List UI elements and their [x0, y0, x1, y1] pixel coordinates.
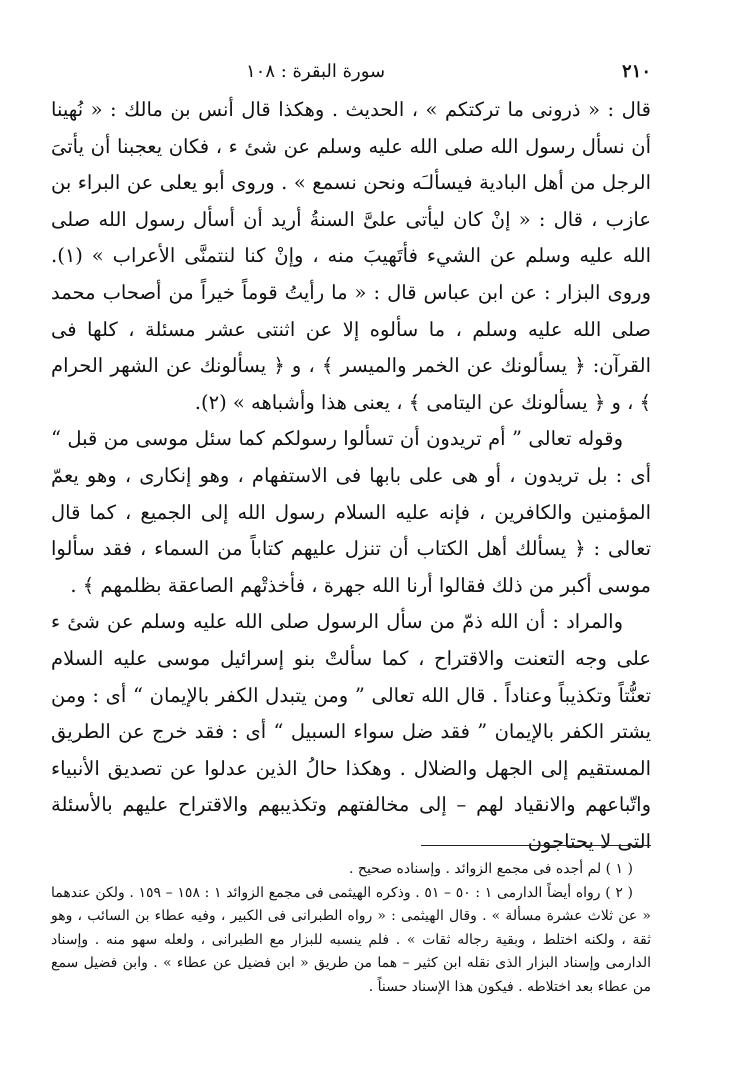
footnote: ( ١ ) لم أجده فى مجمع الزوائد . وإسناده صحيح . — [349, 861, 633, 877]
footnotes — [51, 858, 651, 999]
footnote-divider — [421, 845, 651, 846]
paragraph: والمراد : أن الله ذمّ من سأل الرسول صلى الله عليه وسلم عن شئ ء على وجه التعنت والاقتراح ، كما سألتْ بنو إسرائيل موسى عليه السلام تعنُّتاً وتكذيباً وعناداً . قال الله تعالى ” ومن يتبدل الكفر بالإيمان “ أى : ومن يشتر الكفر بالإيمان ” فقد ضل سواء السبيل “ أى : فقد خرج عن الطريق المستقيم إلى الجهل والضلال . وهكذا حالُ الذين عدلوا عن تصديق الأنبياء واتّباعهم والانقياد لهم – إلى مخالفتهم وتكذيبهم والاقتراح عليهم بالأسئلة التى لا يحتاجون — [51, 610, 651, 853]
main-text — [51, 92, 651, 860]
footnote: ( ٢ ) رواه أيضاً الدارمى ١ : ٥٠ – ٥١ . وذكره الهيثمى فى مجمع الزوائد ١ : ١٥٨ – ١٥٩ . ولكن عندهما « عن ثلاث عشرة مسألة » . وقال الهيثمى : « رواه الطبرانى فى الكبير ، وفيه عطاء بن السائب ، وهو ثقة ، ولكنه اختلط ، وبقية رجاله ثقات » . فلم ينسبه للبزار مع الطبرانى ، ولعله سهو منه . وإسناد الدارمى وإسناد البزار الذى نقله ابن كثير – هما من طريق « ابن فضيل عن عطاء » . وابن فضيل سمع من عطاء بعد اختلاطه . فيكون هذا الإسناد حسناً . — [51, 884, 651, 995]
paragraph: قال : « ذرونى ما تركتكم » ، الحديث . وهكذا قال أنس بن مالك : « نُهينا أن نسأل رسول الله صلى الله عليه وسلم عن شئ ء ، فكان يعجبنا أن يأتىَ الرجل من أهل البادية فيسألـَه ونحن نسمع » . وروى أبو يعلى عن البراء بن عازب ، قال : « إنْ كان ليأتى علىَّ السنةُ أريد أن أسأل رسول الله صلى الله عليه وسلم عن الشيء فأتَهيبَ منه ، وإنْ كنا لنتمنَّى الأعراب » (١). وروى البزار : عن ابن عباس قال : « ما رأيتُ قوماً خيراً من أصحاب محمد صلى الله عليه وسلم ، ما سألوه إلا عن اثنتى عشر مسئلة ، كلها فى القرآن: ﴿ يسألونك عن الخمر والميسر ﴾ ، و ﴿ يسألونك عن الشهر الحرام ﴾ ، و ﴿ يسألونك عن اليتامى ﴾ ، يعنى هذا وأشباهه » (٢). — [51, 98, 651, 414]
running-head: سورة البقرة : ١٠٨ — [246, 60, 386, 82]
paragraph: وقوله تعالى ” أم تريدون أن تسألوا رسولكم كما سئل موسى من قبل “ أى : بل تريدون ، أو هى على بابها فى الاستفهام ، وهو إنكارى ، وهو يعمّ المؤمنين والكافرين ، فإنه عليه السلام رسول الله إلى الجميع ، كما قال تعالى : ﴿ يسألك أهل الكتاب أن تنزل عليهم كتاباً من السماء ، فقد سألوا موسى أكبر من ذلك فقالوا أرنا الله جهرة ، فأخذتْهم الصاعقة بظلمهم ﴾ . — [51, 427, 651, 597]
page-header — [56, 58, 651, 84]
page-number: ٢١٠ — [621, 60, 651, 82]
